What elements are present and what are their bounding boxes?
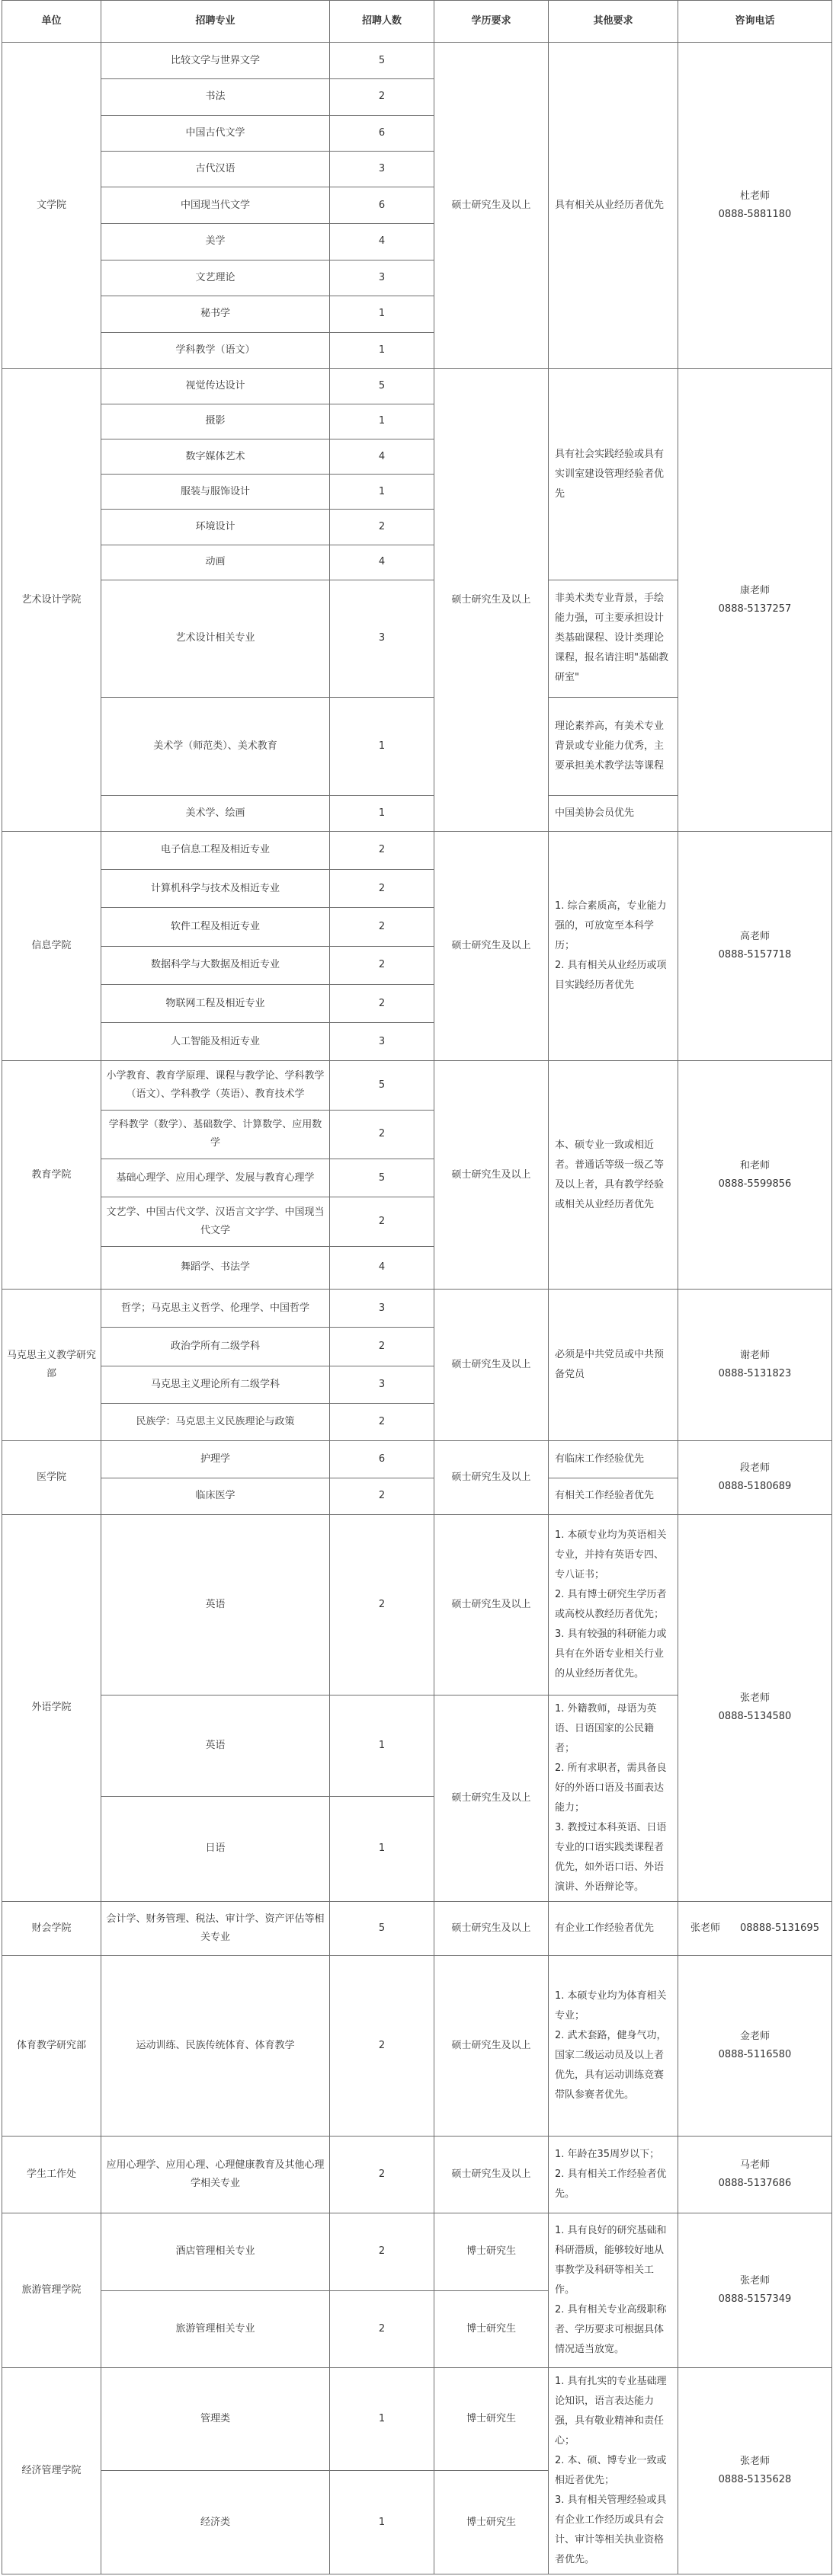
table-row	[2, 2137, 832, 2213]
major-cell: 日语	[101, 1796, 330, 1901]
major-cell: 比较文学与世界文学	[101, 43, 330, 79]
table-row	[2, 2213, 832, 2290]
major-cell: 学科教学（数学）、基础数学、计算数学、应用数学	[101, 1110, 330, 1159]
major-cell: 运动训练、民族传统体育、体育教学	[101, 1956, 330, 2137]
count-cell: 2	[330, 510, 434, 545]
contact-cell: 金老师 0888-5116580	[678, 1956, 832, 2137]
requirements-cell: 有临床工作经验优先	[549, 1441, 678, 1478]
requirements-cell: 1. 年龄在35周岁以下； 2. 具有相关工作经验者优先。	[549, 2137, 678, 2213]
major-cell: 英语	[101, 1514, 330, 1695]
contact-cell: 谢老师 0888-5131823	[678, 1290, 832, 1441]
requirements-cell: 1. 本硕专业均为英语相关专业，并持有英语专四、专八证书； 2. 具有博士研究生学历者或高校从教经历者优先； 3. 具有较强的科研能力或具有在外语专业相关行业的从业经历者优先。	[549, 1514, 678, 1695]
count-cell: 2	[330, 79, 434, 115]
contact-cell: 张老师 0888-5134580	[678, 1514, 832, 1901]
count-cell: 1	[330, 795, 434, 831]
count-cell: 2	[330, 2290, 434, 2368]
count-cell: 1	[330, 404, 434, 439]
major-cell: 服装与服饰设计	[101, 475, 330, 510]
major-cell: 美术学、绘画	[101, 795, 330, 831]
education-cell: 硕士研究生及以上	[434, 1901, 549, 1955]
requirements-cell: 理论素养高，有美术专业背景或专业能力优秀，主要承担美术教学法等课程	[549, 697, 678, 795]
requirements-cell: 中国美协会员优先	[549, 795, 678, 831]
header-unit: 单位	[2, 1, 101, 43]
requirements-cell: 1. 具有扎实的专业基础理论知识，语言表达能力强，具有敬业精神和责任心； 2. 本、硕、博专业一致或相近者优先； 3. 具有相关管理经验或具有企业工作经历或具有会计、审计等相关执业资格者优先。	[549, 2368, 678, 2574]
major-cell: 秘书学	[101, 296, 330, 332]
education-cell: 博士研究生	[434, 2471, 549, 2574]
education-cell: 博士研究生	[434, 2290, 549, 2368]
education-cell: 博士研究生	[434, 2368, 549, 2471]
major-cell: 古代汉语	[101, 151, 330, 187]
major-cell: 计算机科学与技术及相近专业	[101, 870, 330, 908]
count-cell: 1	[330, 2368, 434, 2471]
education-cell: 硕士研究生及以上	[434, 1956, 549, 2137]
major-cell: 英语	[101, 1695, 330, 1797]
major-cell: 马克思主义理论所有二级学科	[101, 1366, 330, 1403]
major-cell: 动画	[101, 545, 330, 580]
count-cell: 1	[330, 697, 434, 795]
count-cell: 1	[330, 333, 434, 369]
major-cell: 会计学、财务管理、税法、审计学、资产评估等相关专业	[101, 1901, 330, 1955]
education-cell: 硕士研究生及以上	[434, 1061, 549, 1290]
unit-cell: 经济管理学院	[2, 2368, 101, 2574]
unit-cell: 艺术设计学院	[2, 369, 101, 831]
table-row	[2, 1956, 832, 2137]
unit-cell: 外语学院	[2, 1514, 101, 1901]
header-contact: 咨询电话	[678, 1, 832, 43]
table-row	[2, 43, 832, 79]
education-cell: 硕士研究生及以上	[434, 1514, 549, 1695]
contact-cell: 和老师 0888-5599856	[678, 1061, 832, 1290]
unit-cell: 教育学院	[2, 1061, 101, 1290]
requirements-cell: 有相关工作经验者优先	[549, 1478, 678, 1514]
major-cell: 临床医学	[101, 1478, 330, 1514]
requirements-cell: 1. 本硕专业均为体育相关专业； 2. 武术套路，健身气功，国家二级运动员及以上者优先，具有运动训练竞赛带队参赛者优先。	[549, 1956, 678, 2137]
count-cell: 3	[330, 580, 434, 697]
count-cell: 3	[330, 1023, 434, 1061]
major-cell: 中国古代文学	[101, 115, 330, 151]
count-cell: 2	[330, 946, 434, 984]
count-cell: 6	[330, 1441, 434, 1478]
count-cell: 5	[330, 369, 434, 404]
header-major: 招聘专业	[101, 1, 330, 43]
major-cell: 学科教学（语文）	[101, 333, 330, 369]
count-cell: 4	[330, 1246, 434, 1289]
contact-cell: 杜老师 0888-5881180	[678, 43, 832, 369]
table-row	[2, 1901, 832, 1955]
unit-cell: 学生工作处	[2, 2137, 101, 2213]
education-cell: 硕士研究生及以上	[434, 369, 549, 831]
contact-cell: 高老师 0888-5157718	[678, 831, 832, 1061]
unit-cell: 文学院	[2, 43, 101, 369]
contact-cell: 张老师 0888-5135628	[678, 2368, 832, 2574]
major-cell: 护理学	[101, 1441, 330, 1478]
major-cell: 旅游管理相关专业	[101, 2290, 330, 2368]
count-cell: 1	[330, 1695, 434, 1797]
count-cell: 2	[330, 831, 434, 869]
education-cell: 硕士研究生及以上	[434, 43, 549, 369]
major-cell: 舞蹈学、书法学	[101, 1246, 330, 1289]
header-count: 招聘人数	[330, 1, 434, 43]
count-cell: 6	[330, 187, 434, 224]
count-cell: 1	[330, 475, 434, 510]
major-cell: 软件工程及相近专业	[101, 908, 330, 946]
major-cell: 人工智能及相近专业	[101, 1023, 330, 1061]
major-cell: 政治学所有二级学科	[101, 1328, 330, 1366]
major-cell: 数据科学与大数据及相近专业	[101, 946, 330, 984]
requirements-cell: 非美术类专业背景，手绘能力强，可主要承担设计类基础课程、设计类理论课程，报名请注明"基础教研室"	[549, 580, 678, 697]
count-cell: 5	[330, 43, 434, 79]
major-cell: 小学教育、教育学原理、课程与教学论、学科教学（语文）、学科教学（英语）、教育技术学	[101, 1061, 330, 1110]
major-cell: 摄影	[101, 404, 330, 439]
major-cell: 中国现当代文学	[101, 187, 330, 224]
major-cell: 应用心理学、应用心理、心理健康教育及其他心理学相关专业	[101, 2137, 330, 2213]
major-cell: 民族学：马克思主义民族理论与政策	[101, 1403, 330, 1440]
count-cell: 4	[330, 545, 434, 580]
table-body	[2, 43, 832, 2574]
unit-cell: 医学院	[2, 1441, 101, 1515]
count-cell: 5	[330, 1159, 434, 1197]
requirements-cell: 具有社会实践经验或具有实训室建设管理经验者优先	[549, 369, 678, 580]
major-cell: 文艺学、中国古代文学、汉语言文字学、中国现当代文学	[101, 1197, 330, 1246]
major-cell: 书法	[101, 79, 330, 115]
major-cell: 经济类	[101, 2471, 330, 2574]
unit-cell: 旅游管理学院	[2, 2213, 101, 2367]
unit-cell: 财会学院	[2, 1901, 101, 1955]
major-cell: 电子信息工程及相近专业	[101, 831, 330, 869]
count-cell: 2	[330, 1403, 434, 1440]
requirements-cell: 1. 具有良好的研究基础和科研潜质，能够较好地从事教学及科研等相关工作。 2. 具有相关专业高级职称者、学历要求可根据具体情况适当放宽。	[549, 2213, 678, 2367]
major-cell: 美学	[101, 224, 330, 260]
count-cell: 3	[330, 1366, 434, 1403]
count-cell: 4	[330, 224, 434, 260]
requirements-cell: 必须是中共党员或中共预备党员	[549, 1290, 678, 1441]
count-cell: 2	[330, 1956, 434, 2137]
contact-cell: 张老师 08888-5131695	[678, 1901, 832, 1955]
major-cell: 酒店管理相关专业	[101, 2213, 330, 2290]
header-education: 学历要求	[434, 1, 549, 43]
count-cell: 2	[330, 2213, 434, 2290]
requirements-cell: 具有相关从业经历者优先	[549, 43, 678, 369]
education-cell: 硕士研究生及以上	[434, 1290, 549, 1441]
education-cell: 博士研究生	[434, 2213, 549, 2290]
count-cell: 4	[330, 439, 434, 474]
table-row	[2, 1290, 832, 1328]
education-cell: 硕士研究生及以上	[434, 1441, 549, 1515]
count-cell: 2	[330, 1197, 434, 1246]
education-cell: 硕士研究生及以上	[434, 2137, 549, 2213]
education-cell: 硕士研究生及以上	[434, 1695, 549, 1902]
count-cell: 2	[330, 1514, 434, 1695]
count-cell: 3	[330, 1290, 434, 1328]
count-cell: 3	[330, 151, 434, 187]
major-cell: 物联网工程及相近专业	[101, 984, 330, 1022]
major-cell: 美术学（师范类）、美术教育	[101, 697, 330, 795]
major-cell: 管理类	[101, 2368, 330, 2471]
count-cell: 2	[330, 1328, 434, 1366]
requirements-cell: 1. 外籍教师，母语为英语、日语国家的公民籍者； 2. 所有求职者，需具备良好的外语口语及书面表达能力； 3. 教授过本科英语、日语专业的口语实践类课程者优先，如外语口语、外语演讲、外语辩论等。	[549, 1695, 678, 1902]
table-row	[2, 369, 832, 404]
unit-cell: 体育教学研究部	[2, 1956, 101, 2137]
count-cell: 5	[330, 1061, 434, 1110]
count-cell: 5	[330, 1901, 434, 1955]
count-cell: 6	[330, 115, 434, 151]
count-cell: 2	[330, 1478, 434, 1514]
recruitment-table	[2, 0, 832, 2574]
major-cell: 数字媒体艺术	[101, 439, 330, 474]
count-cell: 2	[330, 2137, 434, 2213]
major-cell: 文艺理论	[101, 260, 330, 296]
major-cell: 基础心理学、应用心理学、发展与教育心理学	[101, 1159, 330, 1197]
requirements-cell: 1. 综合素质高，专业能力强的，可放宽至本科学历； 2. 具有相关从业经历或项目实践经历者优先	[549, 831, 678, 1061]
table-row	[2, 831, 832, 869]
count-cell: 1	[330, 2471, 434, 2574]
table-row	[2, 1061, 832, 1110]
unit-cell: 马克思主义教学研究部	[2, 1290, 101, 1441]
header-other: 其他要求	[549, 1, 678, 43]
header-row	[2, 1, 832, 43]
contact-cell: 段老师 0888-5180689	[678, 1441, 832, 1515]
count-cell: 3	[330, 260, 434, 296]
count-cell: 2	[330, 908, 434, 946]
major-cell: 艺术设计相关专业	[101, 580, 330, 697]
major-cell: 环境设计	[101, 510, 330, 545]
education-cell: 硕士研究生及以上	[434, 831, 549, 1061]
unit-cell: 信息学院	[2, 831, 101, 1061]
major-cell: 哲学；马克思主义哲学、伦理学、中国哲学	[101, 1290, 330, 1328]
contact-cell: 康老师 0888-5137257	[678, 369, 832, 831]
table-row	[2, 2368, 832, 2471]
contact-cell: 张老师 0888-5157349	[678, 2213, 832, 2367]
table-row	[2, 1441, 832, 1478]
count-cell: 2	[330, 1110, 434, 1159]
count-cell: 1	[330, 1796, 434, 1901]
count-cell: 2	[330, 984, 434, 1022]
major-cell: 视觉传达设计	[101, 369, 330, 404]
requirements-cell: 有企业工作经验者优先	[549, 1901, 678, 1955]
requirements-cell: 本、硕专业一致或相近者。普通话等级一级乙等及以上者，具有教学经验或相关从业经历者优先	[549, 1061, 678, 1290]
table-row	[2, 1514, 832, 1695]
count-cell: 1	[330, 296, 434, 332]
count-cell: 2	[330, 870, 434, 908]
contact-cell: 马老师 0888-5137686	[678, 2137, 832, 2213]
